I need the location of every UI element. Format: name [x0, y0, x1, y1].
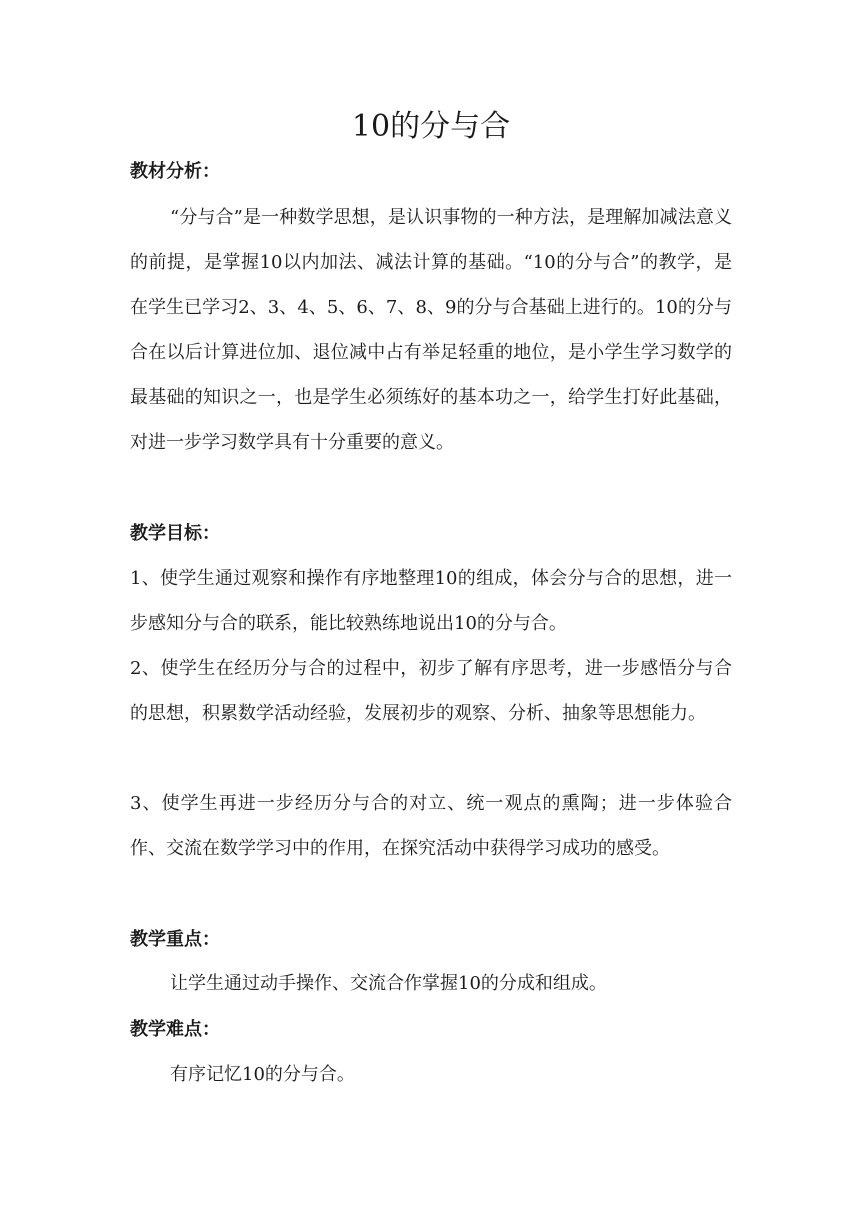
objective-item-3: 3、使学生再进一步经历分与合的对立、统一观点的熏陶；进一步体验合作、交流在数学学习中的作用，在探究活动中获得学习成功的感受。	[130, 793, 732, 859]
difficulty-text: 有序记忆10的分与合。	[170, 1064, 355, 1085]
objective-item-1: 1、使学生通过观察和操作有序地整理10的组成，体会分与合的思想，进一步感知分与合的联系，能比较熟练地说出10的分与合。	[130, 568, 732, 634]
section-heading-objectives: 教学目标：	[130, 523, 220, 544]
objective-item-2: 2、使学生在经历分与合的过程中，初步了解有序思考，进一步感悟分与合的思想，积累数学活动经验，发展初步的观察、分析、抽象等思想能力。	[130, 658, 732, 724]
analysis-paragraph: “分与合”是一种数学思想，是认识事物的一种方法，是理解加减法意义的前提，是掌握10以内加法、减法计算的基础。“10的分与合”的教学，是在学生已学习2、3、4、5、6、7、8、9的分与合基础上进行的。10的分与合在以后计算进位加、退位减中占有举足轻重的地位，是小学生学习数学的最基础的知识之一，也是学生必须练好的基本功之一，给学生打好此基础，对进一步学习数学具有十分重要的意义。	[130, 207, 732, 453]
section-heading-key-points: 教学重点：	[130, 929, 220, 950]
section-heading-analysis: 教材分析：	[130, 161, 220, 182]
document-title: 10的分与合	[351, 109, 511, 144]
key-point-text: 让学生通过动手操作、交流合作掌握10的分成和组成。	[170, 973, 607, 994]
section-heading-difficulties: 教学难点：	[130, 1019, 220, 1040]
